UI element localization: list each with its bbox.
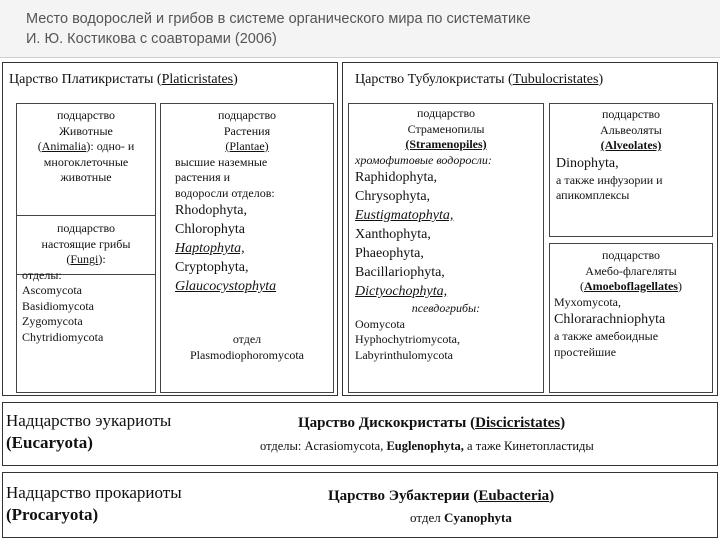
tubulocristates-title: Царство Тубулокристаты (Tubulocristates)	[355, 72, 604, 87]
plantae-box	[160, 103, 334, 393]
animalia-line-2: Животные	[59, 123, 113, 138]
amoeboflagellates-box	[549, 243, 713, 393]
pseudofungi-label: псевдогрибы:	[411, 301, 481, 315]
eubacteria-division: отдел Cyanophyta	[410, 510, 512, 525]
procaryota-line-1: Надцарство прокариоты	[6, 483, 182, 502]
fungi-latin-line: (Fungi):	[66, 252, 106, 266]
amoeboflagellates-line-4: простейшие	[554, 344, 617, 359]
plantae-division-1: Rhodophyta,	[175, 203, 247, 218]
fungi-line-6: Zygomycota	[22, 314, 83, 328]
stramenopiles-division-2: Chrysophyta,	[355, 189, 431, 204]
fungi-box	[16, 215, 156, 393]
alveolates-line-3: а также инфузории и	[556, 172, 663, 187]
fungi-line-7: Chytridiomycota	[22, 329, 104, 344]
alveolates-line-4: апикомплексы	[556, 188, 630, 202]
stramenopiles-division-6: Bacillariophyta,	[355, 265, 445, 280]
page-title: Место водорослей и грибов в системе органического мира по систематике И. Ю. Костикова с соавторами (2006)	[26, 11, 531, 47]
plantae-division-2: Chlorophyta	[175, 222, 245, 237]
chromophyta-label: хромофитовые водоросли:	[355, 152, 492, 167]
alveolates-line-2: Альвеоляты	[600, 122, 662, 137]
fungi-line-4: Ascomycota	[22, 283, 82, 297]
alveolates-latin: (Alveolates)	[600, 138, 662, 152]
pseudofungi-division-1: Oomycota	[355, 316, 405, 331]
plantae-division-3: Haptophyta,	[175, 241, 245, 256]
stramenopiles-box	[348, 103, 544, 393]
pseudofungi-division-2: Hyphochytriomycota,	[355, 332, 460, 346]
discicristates-divisions: отделы: Acrasiomycota, Euglenophyta, а таже Кинетопластиды	[260, 439, 594, 453]
stramenopiles-division-3: Eustigmatophyta,	[355, 208, 454, 223]
plantae-division-4: Cryptophyta,	[175, 260, 249, 275]
stramenopiles-line-1: подцарство	[416, 106, 476, 120]
platicristates-panel	[2, 62, 338, 396]
plantae-latin: (Plantae)	[225, 139, 269, 153]
discicristates-title: Царство Дискокристаты (Discicristates)	[298, 415, 566, 431]
plasmo-line-2: Plasmodiophoromycota	[190, 347, 304, 362]
procaryota-line-2: (Procaryota)	[6, 505, 99, 524]
animalia-line-3: многоклеточные	[43, 154, 129, 169]
myxomycota-label: Myxomycota,	[554, 294, 621, 309]
plantae-line-2: Растения	[223, 123, 271, 138]
platicristates-title: Царство Платикристаты (Platicristates)	[9, 72, 238, 87]
eucaryota-line-2: (Eucaryota)	[6, 433, 93, 452]
amoeboflagellates-latin: (Amoeboflagellates)	[580, 279, 682, 293]
stramenopiles-division-7: Dictyochophyta,	[355, 284, 448, 299]
plantae-line-5: водоросли отделов:	[175, 185, 275, 200]
tubulocristates-panel	[342, 62, 718, 396]
fungi-line-5: Basidiomycota	[22, 298, 94, 313]
chlorarachniophyta-label: Chlorarachniophyta	[554, 312, 666, 327]
dinophyta-label: Dinophyta,	[556, 155, 619, 171]
animalia-latin-line: (Animalia): одно- и	[37, 139, 135, 153]
plantae-line-1: подцарство	[217, 108, 277, 122]
stramenopiles-division-4: Xanthophyta,	[355, 227, 431, 242]
fungi-line-3: отделы:	[22, 267, 62, 282]
stramenopiles-division-1: Raphidophyta,	[355, 170, 438, 185]
procaryota-label	[6, 482, 182, 526]
amoeboflagellates-line-3: а также амебоидные	[554, 329, 659, 343]
eucaryota-line-1: Надцарство эукариоты	[6, 411, 172, 430]
stramenopiles-division-5: Phaeophyta,	[355, 246, 424, 261]
eucaryota-label	[6, 410, 171, 454]
fungi-line-1: подцарство	[56, 221, 116, 235]
plasmo-line-1: отдел	[232, 332, 262, 346]
animalia-line-4: животные	[60, 170, 112, 184]
amoeboflagellates-line-1: подцарство	[601, 248, 661, 262]
plantae-line-4: растения и	[175, 170, 231, 184]
plantae-line-3: высшие наземные	[175, 154, 268, 169]
fungi-line-2: настоящие грибы	[41, 236, 131, 251]
slide-header	[0, 0, 720, 58]
stramenopiles-latin: (Stramenopiles)	[405, 137, 487, 151]
animalia-line-1: подцарство	[56, 108, 116, 122]
plantae-division-5: Glaucocystophyta	[175, 279, 277, 294]
amoeboflagellates-line-2: Амебо-флагеляты	[585, 263, 677, 278]
alveolates-box	[549, 103, 713, 237]
pseudofungi-division-3: Labyrinthulomycota	[355, 347, 453, 362]
eubacteria-title: Царство Эубактерии (Eubacteria)	[328, 488, 555, 504]
stramenopiles-line-2: Страменопилы	[407, 121, 485, 136]
alveolates-line-1: подцарство	[601, 107, 661, 121]
